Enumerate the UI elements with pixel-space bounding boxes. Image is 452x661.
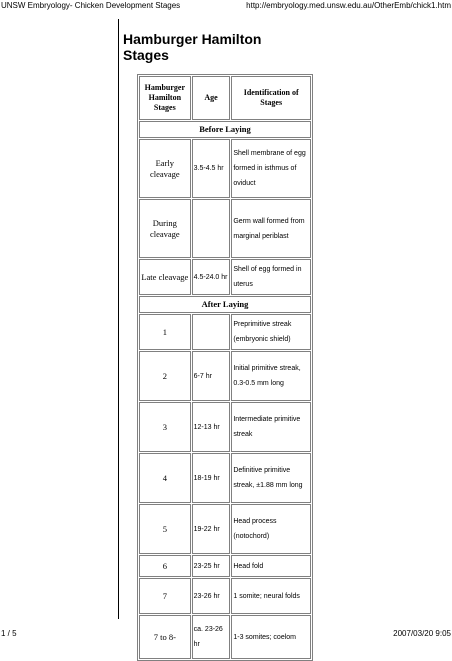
identification-cell: Germ wall formed from marginal periblast	[231, 199, 311, 258]
page-number: 1 / 5	[1, 629, 17, 638]
page-title: Hamburger Hamilton Stages	[123, 31, 262, 63]
print-header-title: UNSW Embryology- Chicken Development Stages	[1, 1, 181, 10]
stage-cell: 5	[139, 504, 191, 554]
identification-cell: Initial primitive streak, 0.3-0.5 mm long	[231, 351, 311, 401]
age-cell	[192, 314, 231, 350]
print-footer	[0, 628, 452, 640]
column-header-stages: Hamburger Hamilton Stages	[139, 76, 191, 120]
stage-cell: 4	[139, 453, 191, 503]
age-cell: 23-25 hr	[192, 555, 231, 577]
stage-cell: Early cleavage	[139, 139, 191, 198]
section-header-after-laying: After Laying	[139, 296, 311, 313]
print-header-url: http://embryology.med.unsw.edu.au/OtherEmb/chick1.htm	[246, 1, 451, 10]
section-header-before-laying: Before Laying	[139, 121, 311, 138]
age-cell: 19-22 hr	[192, 504, 231, 554]
table-row	[139, 453, 311, 503]
column-header-age: Age	[192, 76, 231, 120]
stage-cell: 7	[139, 578, 191, 614]
stages-table	[137, 74, 313, 661]
identification-cell: Head process (notochord)	[231, 504, 311, 554]
section-row	[139, 121, 311, 138]
table-row	[139, 555, 311, 577]
stage-cell: 6	[139, 555, 191, 577]
age-cell: 23-26 hr	[192, 578, 231, 614]
identification-cell: Preprimitive streak (embryonic shield)	[231, 314, 311, 350]
identification-cell: Shell membrane of egg formed in isthmus of oviduct	[231, 139, 311, 198]
table-row	[139, 351, 311, 401]
print-timestamp: 2007/03/20 9:05	[393, 629, 451, 638]
table-row	[139, 139, 311, 198]
age-cell: 6-7 hr	[192, 351, 231, 401]
stage-cell: 7 to 8-	[139, 615, 191, 659]
age-cell: 18-19 hr	[192, 453, 231, 503]
identification-cell: 1-3 somites; coelom	[231, 615, 311, 659]
section-row	[139, 296, 311, 313]
identification-cell: Definitive primitive streak, ±1.88 mm long	[231, 453, 311, 503]
table-row	[139, 199, 311, 258]
age-cell: ca. 23-26 hr	[192, 615, 231, 659]
age-cell: 3.5-4.5 hr	[192, 139, 231, 198]
table-row	[139, 402, 311, 452]
stage-cell: 2	[139, 351, 191, 401]
print-header	[0, 0, 452, 12]
age-cell	[192, 199, 231, 258]
table-row	[139, 259, 311, 295]
identification-cell: Head fold	[231, 555, 311, 577]
stage-cell: Late cleavage	[139, 259, 191, 295]
stage-cell: 1	[139, 314, 191, 350]
table-row	[139, 504, 311, 554]
stage-cell: During cleavage	[139, 199, 191, 258]
age-cell: 12-13 hr	[192, 402, 231, 452]
table-row	[139, 578, 311, 614]
age-cell: 4.5-24.0 hr	[192, 259, 231, 295]
stage-cell: 3	[139, 402, 191, 452]
table-header-row	[139, 76, 311, 120]
column-header-identification: Identification of Stages	[231, 76, 311, 120]
identification-cell: Intermediate primitive streak	[231, 402, 311, 452]
identification-cell: 1 somite; neural folds	[231, 578, 311, 614]
table-row	[139, 314, 311, 350]
content-block	[119, 19, 307, 648]
identification-cell: Shell of egg formed in uterus	[231, 259, 311, 295]
